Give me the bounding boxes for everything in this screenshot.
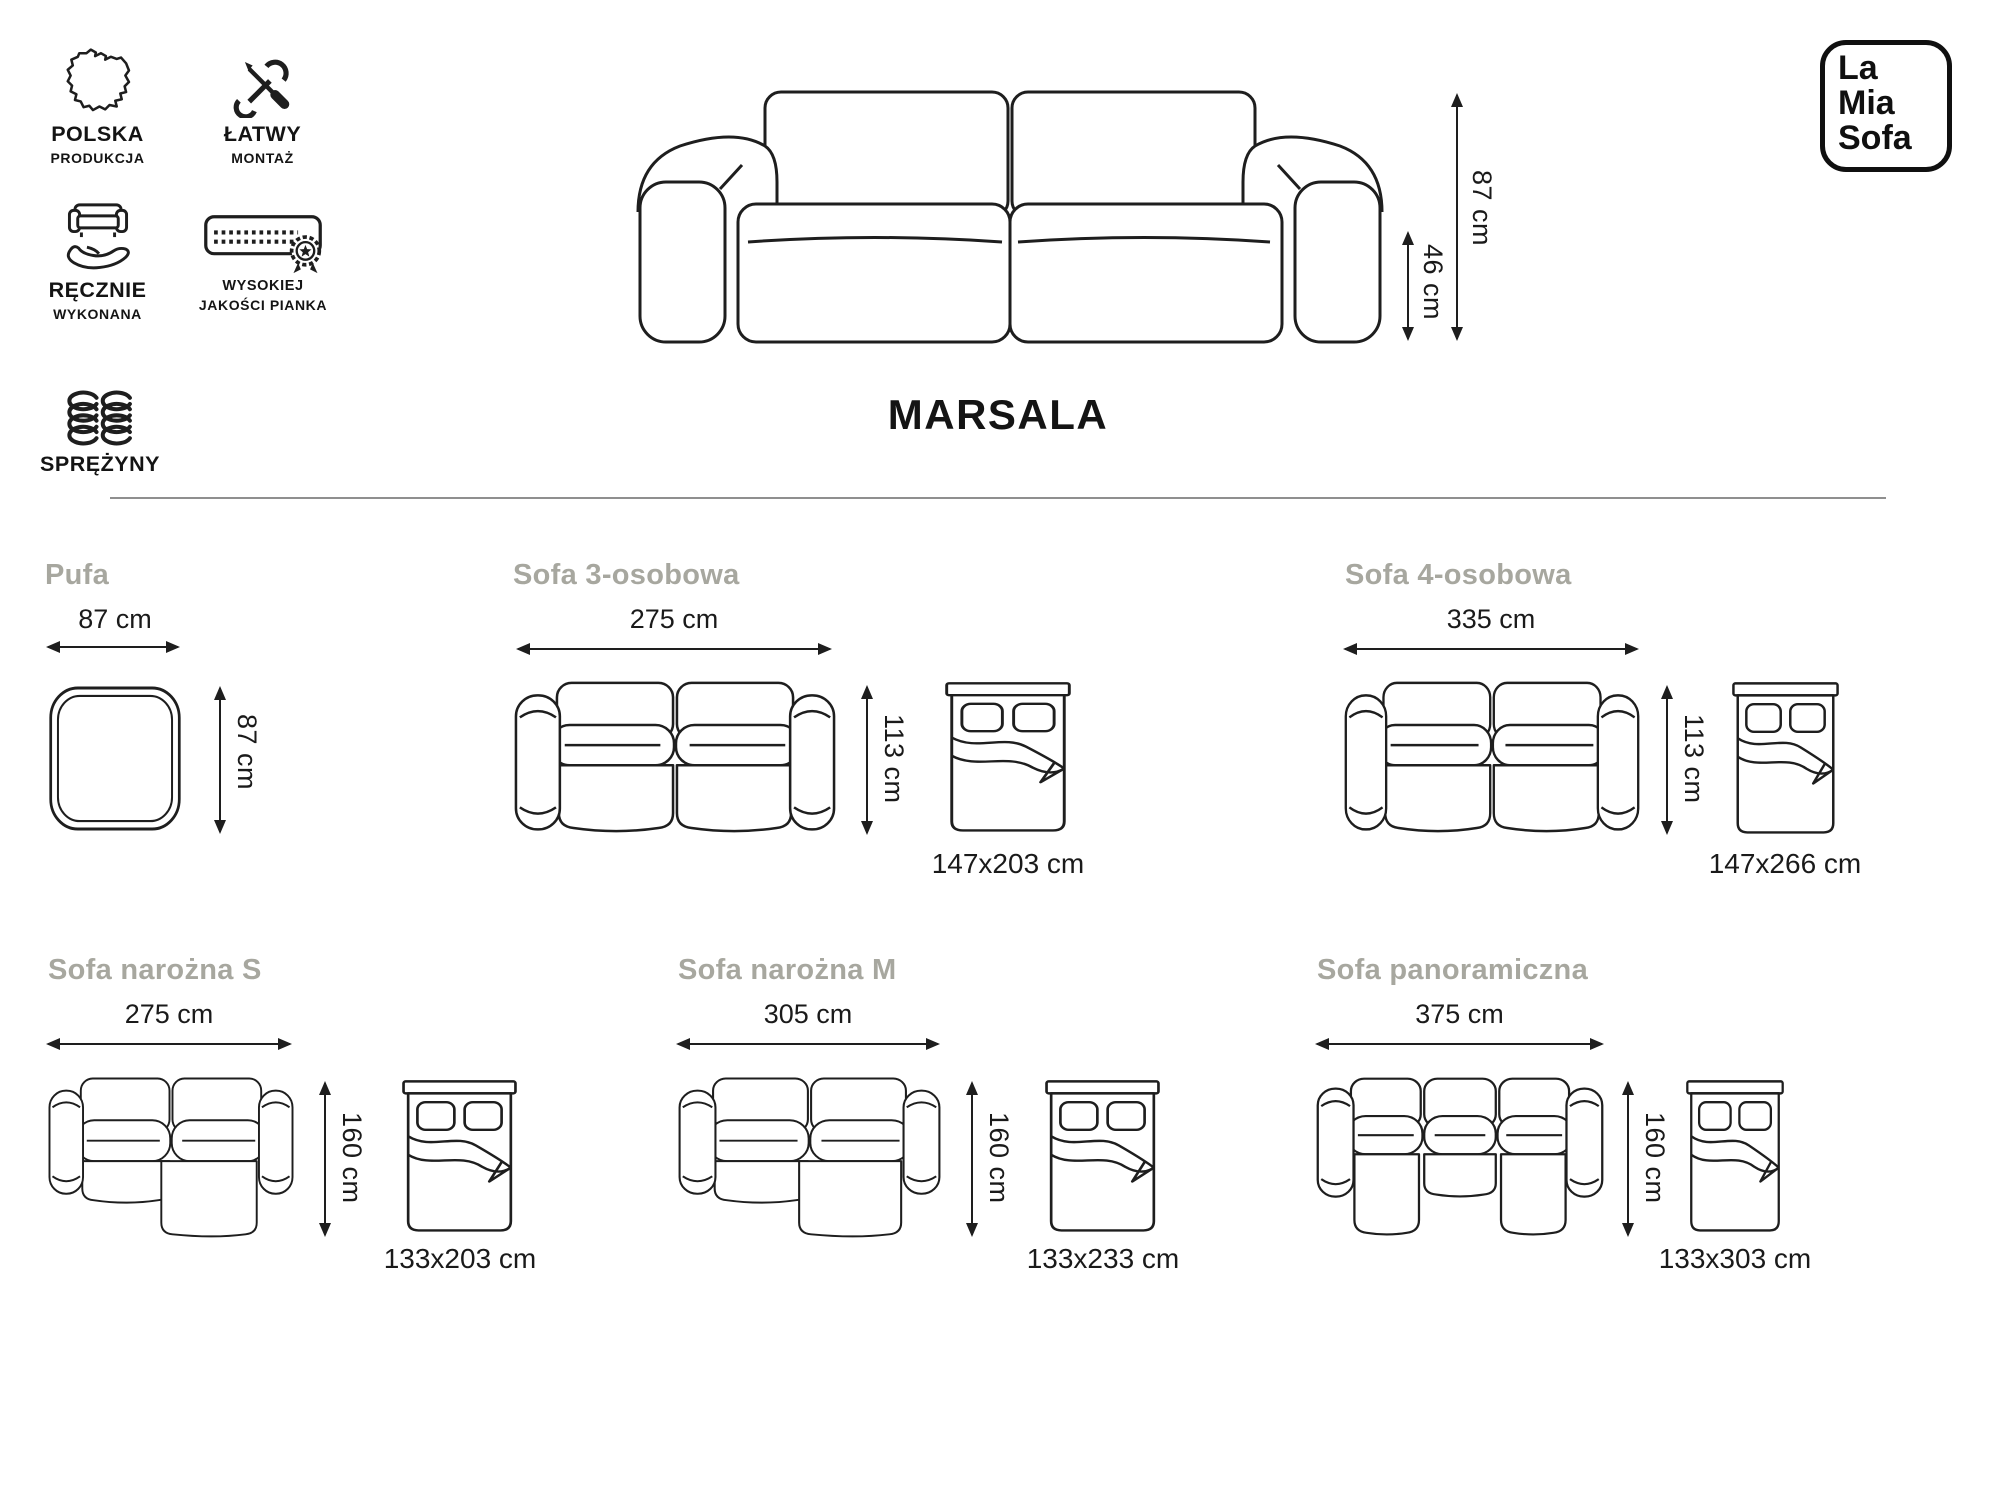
badge-title: WYSOKIEJ bbox=[222, 278, 304, 294]
tools-icon bbox=[190, 38, 335, 118]
badge-recznie-wykonana bbox=[25, 194, 170, 322]
foam-quality-icon bbox=[183, 194, 343, 274]
width-dimension-arrow bbox=[518, 648, 830, 650]
bed-drawing bbox=[1686, 1080, 1784, 1235]
variant-name: Pufa bbox=[45, 559, 110, 591]
poland-map-icon bbox=[25, 38, 170, 118]
sofa-top-drawing bbox=[514, 681, 836, 839]
badge-subtitle: MONTAŻ bbox=[231, 150, 294, 166]
variant-name: Sofa panoramiczna bbox=[1317, 954, 1588, 986]
badge-pianka bbox=[183, 194, 343, 313]
depth-dimension-label: 87 cm bbox=[232, 714, 262, 791]
badge-sprezyny bbox=[25, 368, 175, 477]
handmade-sofa-icon bbox=[25, 194, 170, 274]
width-dimension-label: 275 cm bbox=[124, 999, 214, 1029]
corner-sofa-top-drawing bbox=[48, 1077, 294, 1240]
depth-dimension-arrow bbox=[219, 688, 221, 832]
badge-title: POLSKA bbox=[51, 122, 144, 146]
sofa-front-drawing bbox=[630, 62, 1390, 352]
width-dimension-arrow bbox=[48, 646, 178, 648]
badge-subtitle: PRODUKCJA bbox=[50, 150, 145, 166]
width-dimension-arrow bbox=[1345, 648, 1637, 650]
height-dimension-arrow bbox=[1456, 95, 1458, 339]
pouf-top-drawing bbox=[48, 685, 182, 832]
width-dimension-label: 275 cm bbox=[629, 604, 719, 634]
height-dimension-label: 87 cm bbox=[1467, 170, 1497, 247]
depth-dimension-arrow bbox=[324, 1083, 326, 1235]
badge-latwy-montaz bbox=[190, 38, 335, 166]
depth-dimension-arrow bbox=[1627, 1083, 1629, 1235]
bed-size-label: 147x203 cm bbox=[931, 848, 1085, 879]
springs-icon bbox=[25, 368, 175, 448]
badge-subtitle: WYKONANA bbox=[53, 306, 142, 322]
logo-line: Mia bbox=[1838, 84, 1895, 123]
variant-name: Sofa narożna M bbox=[678, 954, 897, 986]
badge-subtitle: JAKOŚCI PIANKA bbox=[198, 297, 328, 313]
bed-drawing bbox=[1732, 682, 1839, 837]
variant-name: Sofa 4-osobowa bbox=[1345, 559, 1572, 591]
depth-dimension-arrow bbox=[1666, 687, 1668, 833]
width-dimension-label: 335 cm bbox=[1446, 604, 1536, 634]
width-dimension-arrow bbox=[678, 1043, 938, 1045]
divider-line bbox=[110, 497, 1886, 499]
width-dimension-arrow bbox=[48, 1043, 290, 1045]
badge-title: ŁATWY bbox=[223, 122, 302, 146]
sofa-top-drawing bbox=[1344, 681, 1640, 839]
variant-name: Sofa 3-osobowa bbox=[513, 559, 740, 591]
width-dimension-label: 87 cm bbox=[78, 604, 152, 634]
depth-dimension-label: 160 cm bbox=[1640, 1112, 1670, 1204]
depth-dimension-arrow bbox=[866, 687, 868, 833]
bed-size-label: 147x266 cm bbox=[1708, 848, 1862, 879]
badge-title: RĘCZNIE bbox=[48, 278, 147, 302]
panoramic-sofa-top-drawing bbox=[1316, 1077, 1604, 1239]
variant-name: Sofa narożna S bbox=[48, 954, 262, 986]
seat-height-dimension-arrow bbox=[1407, 233, 1409, 339]
badge-polska-produkcja bbox=[25, 38, 170, 166]
width-dimension-label: 375 cm bbox=[1415, 999, 1504, 1029]
logo-line: Sofa bbox=[1838, 119, 1912, 158]
depth-dimension-label: 160 cm bbox=[984, 1112, 1014, 1204]
bed-drawing bbox=[945, 682, 1071, 835]
depth-dimension-label: 113 cm bbox=[1679, 714, 1709, 804]
bed-size-label: 133x303 cm bbox=[1658, 1243, 1812, 1274]
bed-drawing bbox=[402, 1080, 517, 1235]
width-dimension-label: 305 cm bbox=[763, 999, 853, 1029]
bed-size-label: 133x233 cm bbox=[1026, 1243, 1180, 1274]
depth-dimension-arrow bbox=[971, 1083, 973, 1235]
badge-title: SPRĘŻYNY bbox=[40, 452, 160, 476]
bed-drawing bbox=[1045, 1080, 1160, 1235]
depth-dimension-label: 160 cm bbox=[337, 1112, 367, 1204]
width-dimension-arrow bbox=[1317, 1043, 1602, 1045]
logo-line: La bbox=[1838, 49, 1878, 87]
seat-height-dimension-label: 46 cm bbox=[1418, 244, 1448, 321]
depth-dimension-label: 113 cm bbox=[879, 714, 909, 804]
product-title: MARSALA bbox=[887, 391, 1109, 438]
bed-size-label: 133x203 cm bbox=[383, 1243, 537, 1274]
corner-sofa-top-drawing bbox=[678, 1077, 941, 1240]
brand-logo bbox=[1820, 40, 1952, 172]
